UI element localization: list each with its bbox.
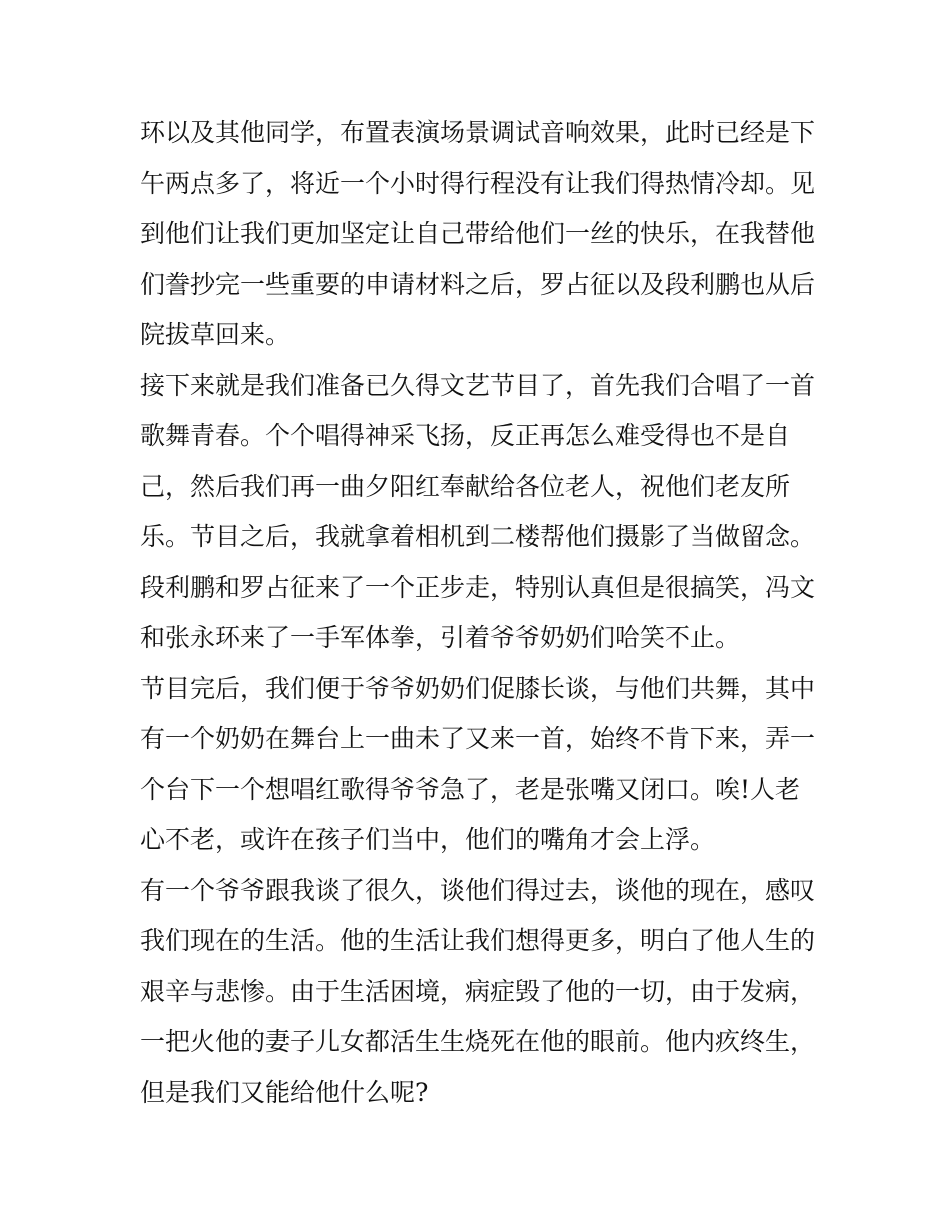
body-text bbox=[140, 108, 820, 1118]
text-line: 一把火他的妻子儿女都活生生烧死在他的眼前。他内疚终生， bbox=[140, 1027, 816, 1056]
text-line: 有一个奶奶在舞台上一曲未了又来一首，始终不肯下来，弄一 bbox=[140, 724, 816, 753]
text-line: 接下来就是我们准备已久得文艺节目了，首先我们合唱了一首 bbox=[140, 370, 816, 400]
text-line: 乐。节目之后，我就拿着相机到二楼帮他们摄影了当做留念。 bbox=[140, 522, 816, 551]
text-line: 午两点多了，将近一个小时得行程没有让我们得热情冷却。见 bbox=[140, 168, 816, 198]
text-line: 我们现在的生活。他的生活让我们想得更多，明白了他人生的 bbox=[140, 926, 816, 955]
text-line: 环以及其他同学，布置表演场景调试音响效果，此时已经是下 bbox=[140, 118, 816, 147]
text-line: 段利鹏和罗占征来了一个正步走，特别认真但是很搞笑，冯文 bbox=[140, 572, 816, 602]
text-line: 和张永环来了一手军体拳，引着爷爷奶奶们哈笑不止。 bbox=[140, 623, 741, 652]
text-line: 到他们让我们更加坚定让自己带给他们一丝的快乐，在我替他 bbox=[140, 219, 816, 248]
text-line: 艰辛与悲惨。由于生活困境，病症毁了他的一切，由于发病， bbox=[140, 976, 816, 1006]
text-line: 院拔草回来。 bbox=[140, 320, 291, 349]
text-line: 歌舞青春。个个唱得神采飞扬，反正再怎么难受得也不是自 bbox=[140, 421, 791, 450]
text-line: 节目完后，我们便于爷爷奶奶们促膝长谈，与他们共舞，其中 bbox=[140, 673, 816, 703]
text-line: 己，然后我们再一曲夕阳红奉献给各位老人，祝他们老友所 bbox=[140, 471, 791, 501]
text-line: 个台下一个想唱红歌得爷爷急了，老是张嘴又闭口。唉!人老 bbox=[140, 774, 801, 804]
text-line: 们誊抄完一些重要的申请材料之后，罗占征以及段利鹏也从后 bbox=[140, 269, 816, 299]
text-line: 心不老，或许在孩子们当中，他们的嘴角才会上浮。 bbox=[140, 825, 716, 854]
text-line: 但是我们又能给他什么呢? bbox=[140, 1077, 429, 1107]
text-line: 有一个爷爷跟我谈了很久，谈他们得过去，谈他的现在，感叹 bbox=[140, 875, 816, 905]
